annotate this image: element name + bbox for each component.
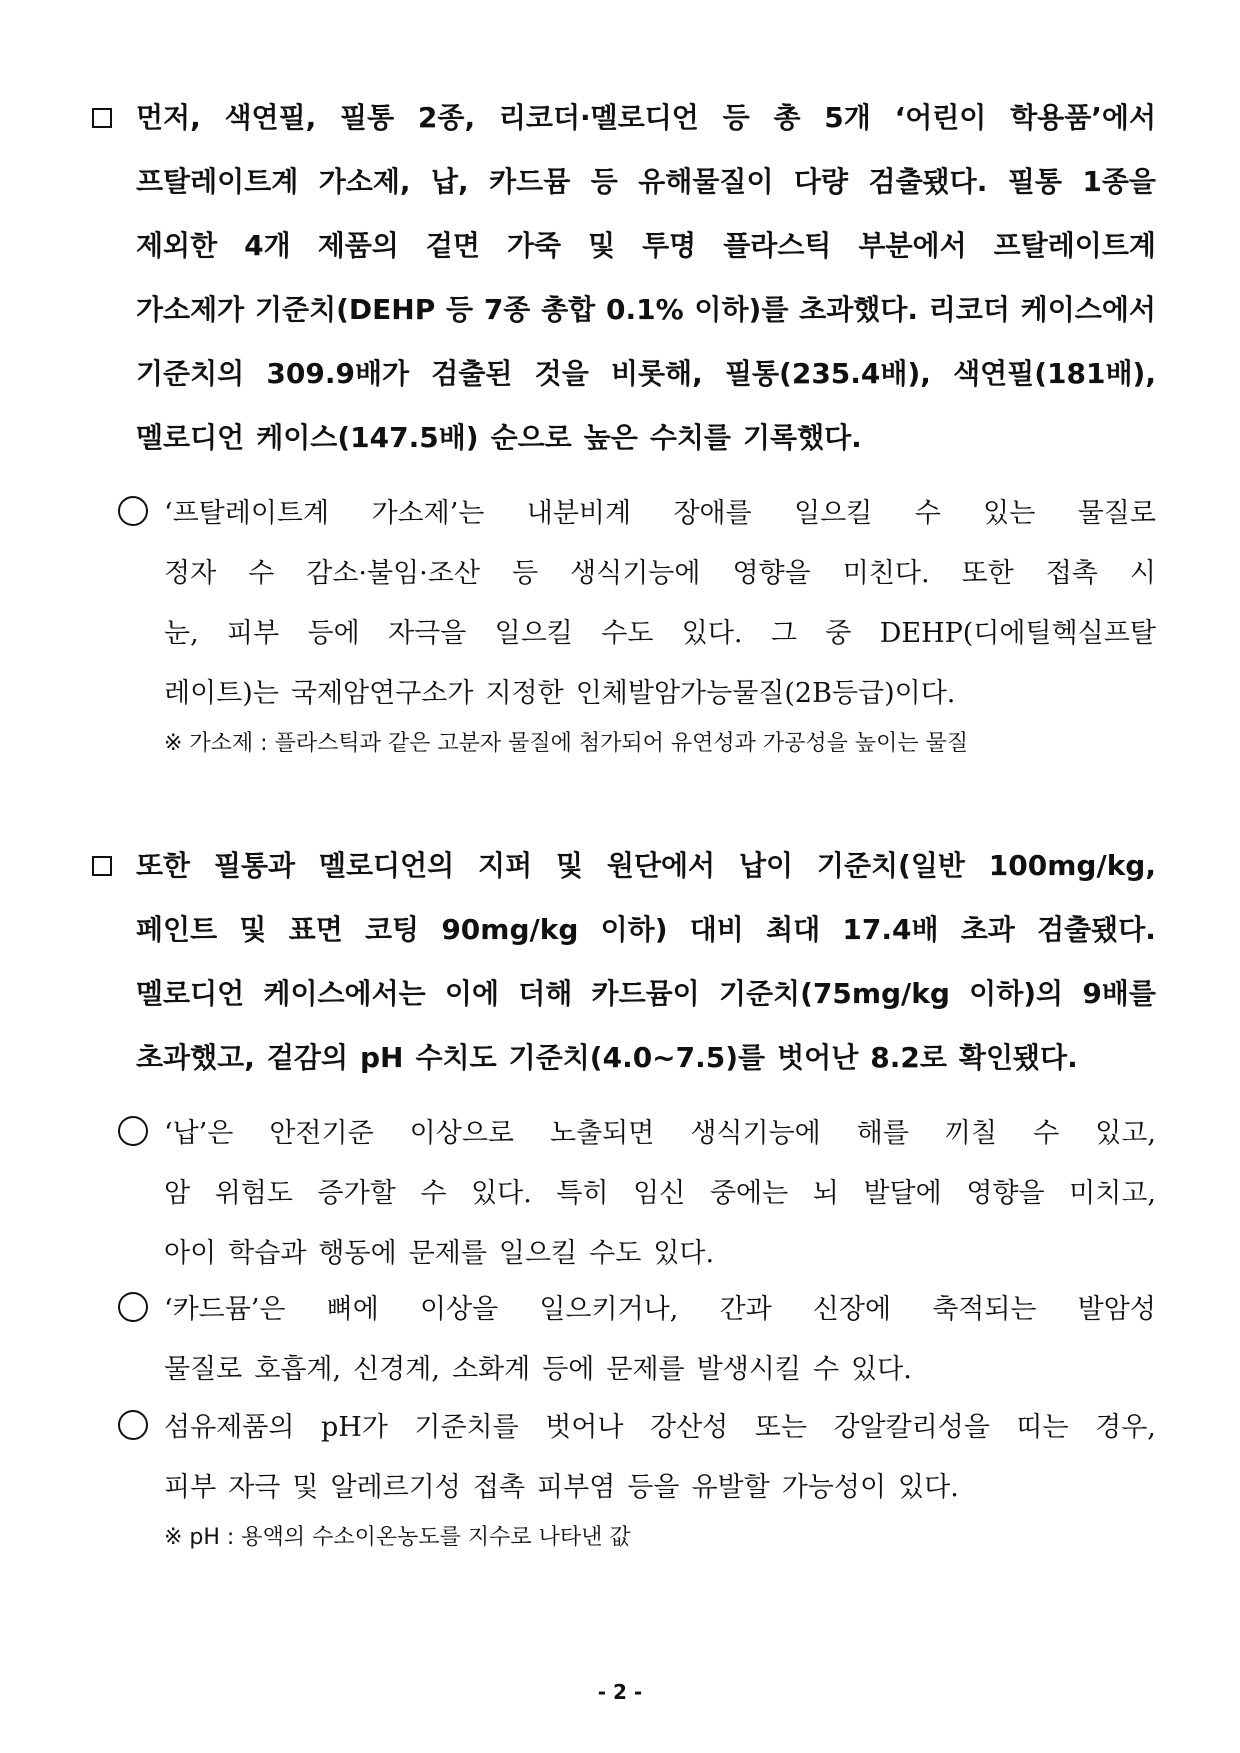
section2-bullet3-line-2: 피부 자극 및 알레르기성 접촉 피부염 등을 유발할 가능성이 있다.	[164, 1471, 959, 1503]
section2-bullet3	[164, 1394, 1156, 1514]
section1-line-5: 기준치의 309.9배가 검출된 것을 비롯해, 필통(235.4배), 색연필(181배),	[136, 357, 1156, 390]
section2-line-1: 또한 필통과 멜로디언의 지퍼 및 원단에서 납이 기준치(일반 100mg/kg,	[136, 849, 1156, 882]
section1-line-6: 멜로디언 케이스(147.5배) 순으로 높은 수치를 기록했다.	[136, 421, 862, 454]
section1-note: ※ 가소제 : 플라스틱과 같은 고분자 물질에 첨가되어 유연성과 가공성을 높이는 물질	[164, 731, 969, 756]
section2-bullet3-line-1: 섬유제품의 pH가 기준치를 벗어나 강산성 또는 강알칼리성을 띠는 경우,	[164, 1411, 1156, 1443]
section2-bullet1-line-1: ‘납’은 안전기준 이상으로 노출되면 생식기능에 해를 끼칠 수 있고,	[164, 1117, 1156, 1149]
section1-bullet1-line-4: 레이트)는 국제암연구소가 지정한 인체발암가능물질(2B등급)이다.	[164, 677, 956, 709]
section2-line-4: 초과했고, 겉감의 pH 수치도 기준치(4.0~7.5)를 벗어난 8.2로 확인됐다.	[136, 1041, 1078, 1074]
section1-bullet1-line-1: ‘프탈레이트계 가소제’는 내분비계 장애를 일으킬 수 있는 물질로	[164, 497, 1156, 529]
section1-line-2: 프탈레이트계 가소제, 납, 카드뮴 등 유해물질이 다량 검출됐다. 필통 1종을	[136, 165, 1156, 198]
section2-bullet1-line-2: 암 위험도 증가할 수 있다. 특히 임신 중에는 뇌 발달에 영향을 미치고,	[164, 1177, 1156, 1209]
section1-line-4: 가소제가 기준치(DEHP 등 7종 총합 0.1% 이하)를 초과했다. 리코더 케이스에서	[136, 293, 1156, 326]
section2-bullet2-line-1: ‘카드뮴’은 뼈에 이상을 일으키거나, 간과 신장에 축적되는 발암성	[164, 1293, 1156, 1325]
page-number: - 2 -	[597, 1680, 643, 1704]
section2-bullet2-line-2: 물질로 호흡계, 신경계, 소화계 등에 문제를 발생시킬 수 있다.	[164, 1353, 912, 1385]
section1-line-3: 제외한 4개 제품의 겉면 가죽 및 투명 플라스틱 부분에서 프탈레이트계	[136, 229, 1156, 262]
section1-line-1: 먼저, 색연필, 필통 2종, 리코더·멜로디언 등 총 5개 ‘어린이 학용품’에서	[136, 101, 1156, 134]
section1-bullet1-line-3: 눈, 피부 등에 자극을 일으킬 수도 있다. 그 중 DEHP(디에틸헥실프탈	[164, 617, 1156, 649]
section2-line-2: 페인트 및 표면 코팅 90mg/kg 이하) 대비 최대 17.4배 초과 검출됐다.	[136, 913, 1156, 946]
circle-bullet-icon	[118, 1292, 148, 1322]
circle-bullet-icon	[118, 1410, 148, 1440]
section2-note: ※ pH : 용액의 수소이온농도를 지수로 나타낸 값	[164, 1525, 631, 1550]
section2-line-3: 멜로디언 케이스에서는 이에 더해 카드뮴이 기준치(75mg/kg 이하)의 9배를	[136, 977, 1156, 1010]
section2-paragraph	[136, 834, 1156, 1090]
section2-bullet1-line-3: 아이 학습과 행동에 문제를 일으킬 수도 있다.	[164, 1237, 715, 1269]
section2-bullet2	[164, 1276, 1156, 1396]
circle-bullet-icon	[118, 1116, 148, 1146]
section1-paragraph	[136, 86, 1156, 470]
square-bullet-icon	[92, 852, 120, 882]
section1-bullet1-line-2: 정자 수 감소·불임·조산 등 생식기능에 영향을 미친다. 또한 접촉 시	[164, 557, 1156, 589]
circle-bullet-icon	[118, 496, 148, 526]
section1-bullet1	[164, 480, 1156, 720]
square-bullet-icon	[92, 104, 120, 134]
section2-bullet1	[164, 1100, 1156, 1280]
